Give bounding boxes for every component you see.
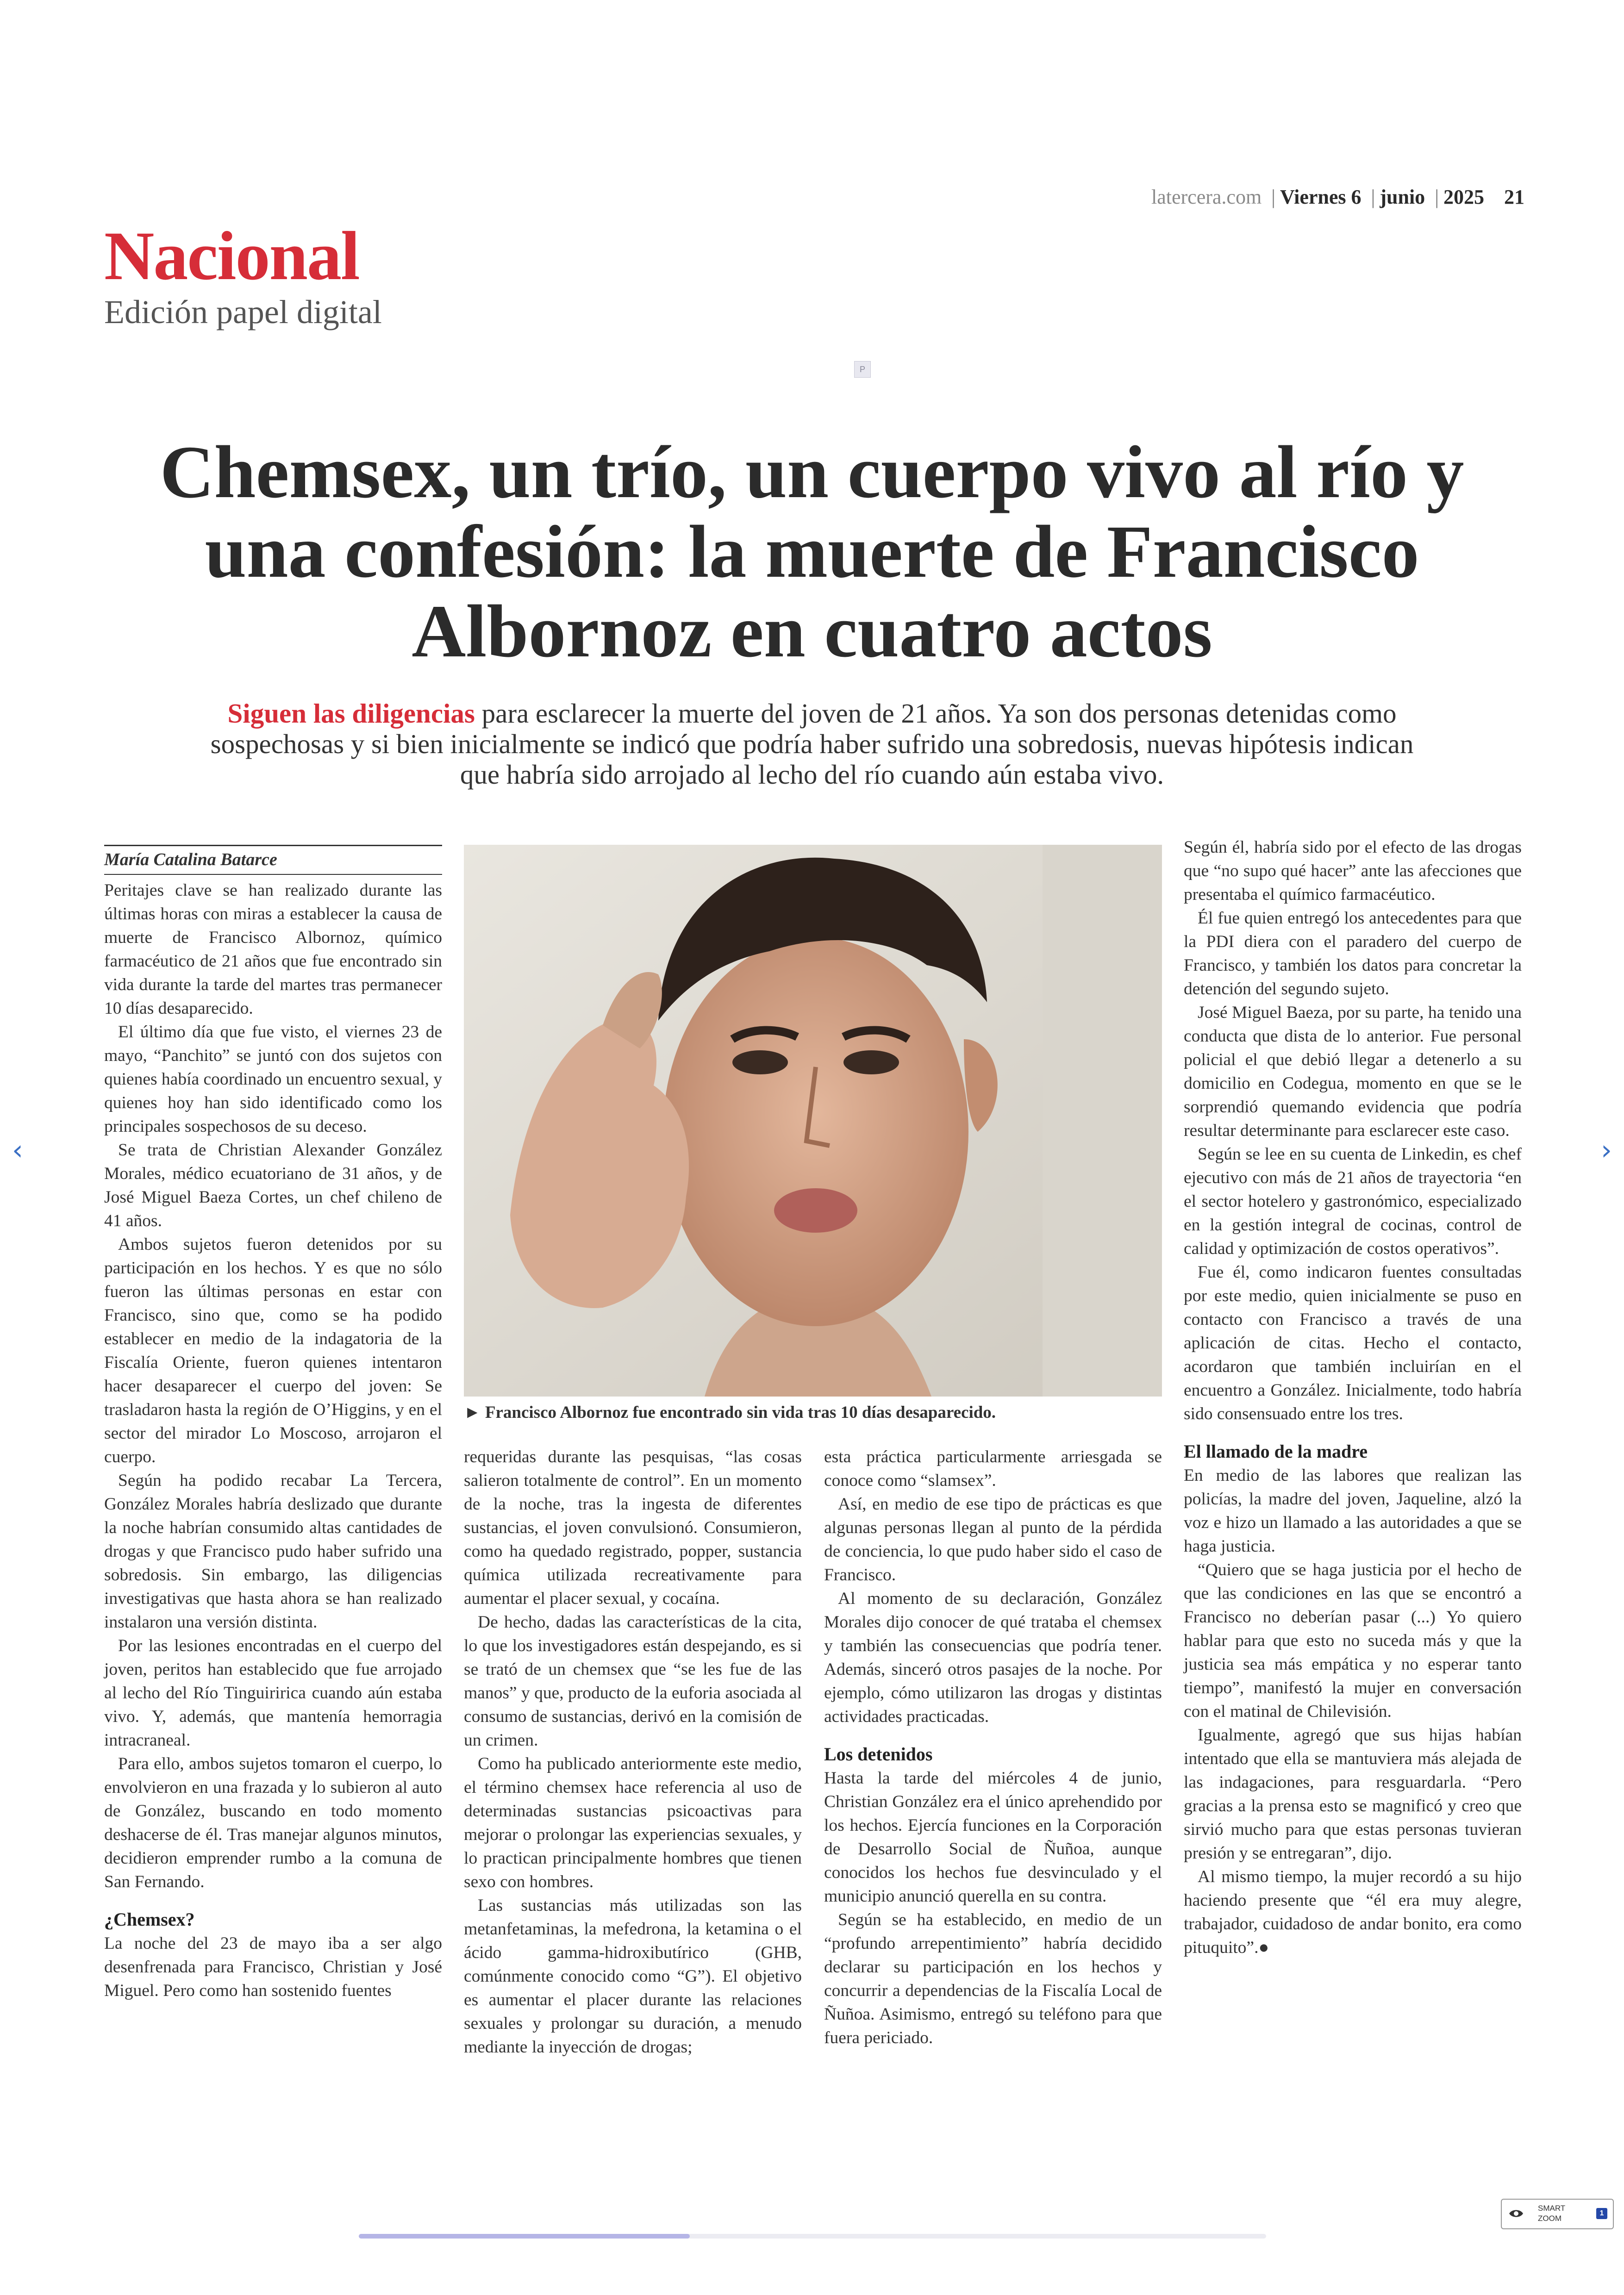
paragraph: Él fue quien entregó los antecedentes para que la PDI diera con el paradero del cuerpo de Francisco, y también los datos para concretar la detención del segundo sujeto. (1184, 909, 1522, 998)
deck (204, 698, 1420, 790)
section-title: Nacional (104, 218, 359, 294)
paragraph: Según ha podido recabar La Tercera, González Morales habría deslizado que durante la noche habrían consumido altas cantidades de drogas y que Francisco pudo haber sufrido una sobredosis. Sin embargo, las diligencias investigativas que hasta ahora se han realizado instalaron una versión distinta. (104, 1471, 442, 1632)
article-column-2 (464, 1445, 802, 2059)
portrait-illustration (464, 845, 1162, 1397)
subheading-llamado-madre: El llamado de la madre (1184, 1441, 1368, 1462)
paragraph: Fue él, como indicaron fuentes consultadas por este medio, quien inicialmente se puso en contacto con Francisco a través de una aplicación de citas. Hecho el contacto, acordaron que también incluirían en el encuentro a González. Inicialmente, todo habría sido consensuado entre los tres. (1184, 1263, 1522, 1423)
paragraph: El último día que fue visto, el viernes 23 de mayo, “Panchito” se juntó con dos sujetos con quienes había coordinado un encuentro sexual, y quienes hoy han sido identificado como los principales sospechosos de su deceso. (104, 1023, 442, 1136)
paragraph: José Miguel Baeza, por su parte, ha tenido una conducta que dista de lo anterior. Fue personal policial el que debió llegar a detenerlo a su domicilio en Codegua, momento en que se le sorprendió quemando evidencia que podría resultar determinante para esclarecer este caso. (1184, 1003, 1522, 1140)
photo-caption (464, 1403, 996, 1422)
header-meta: latercera.com | Viernes 6 | junio | 2025 21 (1151, 186, 1524, 208)
edition-label: Edición papel digital (104, 293, 382, 331)
byline-rule (104, 845, 442, 846)
paragraph: esta práctica particularmente arriesgada se conoce como “slamsex”. (824, 1447, 1162, 1490)
paragraph: Igualmente, agregó que sus hijas habían intentado que ella se mantuviera más alejada de las indagaciones, para resguardarla. “Pero gracias a la prensa esto se magnificó y creo que sirvió mucho para que estas personas tuvieran presión y se entregaran”, dijo. (1184, 1726, 1522, 1863)
page-number: 21 (1504, 186, 1524, 208)
paragraph: De hecho, dadas las características de la cita, lo que los investigadores están despejando, es si se trató de un chemsex que “se les fue de las manos” y que, producto de la euforia asociada al consumo de sustancias, derivó en la comisión de un crimen. (464, 1613, 802, 1750)
chevron-left-icon: ‹ (12, 1134, 23, 1166)
caption-text: Francisco Albornoz fue encontrado sin vida tras 10 días desaparecido. (485, 1403, 996, 1422)
paragraph: Las sustancias más utilizadas son las metanfetaminas, la mefedrona, la ketamina o el ácido gamma-hidroxibutírico (GHB, comúnmente conocido como “G”). El objetivo es aumentar el placer durante las relaciones sexuales y prolongar su duración, a menudo mediante la inyección de drogas; (464, 1896, 802, 2057)
chevron-right-icon: › (1601, 1134, 1612, 1166)
paragraph: Así, en medio de ese tipo de prácticas es que algunas personas llegan al punto de la pérdida de conciencia, lo que pudo haber sido el caso de Francisco. (824, 1495, 1162, 1584)
deck-text: para esclarecer la muerte del joven de 21 años. Ya son dos personas detenidas como sospechosas y si bien inicialmente se indicó que podría haber sufrido una sobredosis, nuevas hipótesis indican que habría sido arrojado al lecho del río cuando aún estaba vivo. (210, 698, 1414, 790)
paragraph: Hasta la tarde del miércoles 4 de junio, Christian González era el único aprehendido por los hechos. Ejercía funciones en la Corporación de Desarrollo Social de Ñuñoa, aunque conocidos los hechos fue desvinculado y el municipio anunció querella en su contra. (824, 1769, 1162, 1906)
byline: María Catalina Batarce (104, 850, 277, 869)
byline-rule (104, 874, 442, 875)
smart-zoom-button[interactable] (1501, 2199, 1614, 2229)
scrollbar-thumb[interactable] (359, 2234, 690, 2239)
paragraph: Según se lee en su cuenta de Linkedin, es chef ejecutivo con más de 21 años de trayectoria “en el sector hotelero y gastronómico, especializado en la gestión integral de cocinas, control de calidad y optimización de costos operativos”. (1184, 1145, 1522, 1258)
caption-arrow-icon: ► (464, 1403, 485, 1422)
article-column-3 (824, 1445, 1162, 2050)
day-number: 6 (1351, 186, 1362, 208)
paragraph: Se trata de Christian Alexander González Morales, médico ecuatoriano de 31 años, y de José Miguel Baeza Cortes, un chef chileno de 41 años. (104, 1141, 442, 1230)
paragraph-text: Al mismo tiempo, la mujer recordó a su hijo haciendo presente que “él era muy alegre, trabajador, cuidadoso de andar bonito, era como pituquito”. (1184, 1867, 1522, 1957)
paragraph: Al momento de su declaración, González Morales dijo conocer de qué trataba el chemsex y también las consecuencias que podría tener. Además, sinceró otros pasajes de la noche. Por ejemplo, cómo utilizaron las drogas y distintas actividades practicadas. (824, 1589, 1162, 1726)
previous-page-button[interactable] (8, 1136, 27, 1164)
paragraph: Para ello, ambos sujetos tomaron el cuerpo, lo envolvieron en una frazada y lo subieron al auto de González, buscando en todo momento deshacerse de él. Tras manejar algunos minutos, decidieron emprender rumbo a la comuna de San Fernando. (104, 1754, 442, 1891)
eye-icon (1508, 2206, 1524, 2221)
next-page-button[interactable] (1597, 1136, 1616, 1164)
site-name: latercera.com (1151, 186, 1262, 208)
subheading-detenidos: Los detenidos (824, 1744, 933, 1765)
subheading-chemsex: ¿Chemsex? (104, 1909, 195, 1930)
paragraph: Según él, habría sido por el efecto de las drogas que “no supo qué hacer” ante las afecciones que presentaba el químico farmacéutico. (1184, 838, 1522, 904)
paragraph: En medio de las labores que realizan las policías, la madre del joven, Jaqueline, alzó la voz e hizo un llamado a las autoridades a que se haga justicia. (1184, 1466, 1522, 1556)
deck-lead: Siguen las diligencias (227, 698, 475, 729)
paragraph: Según se ha establecido, en medio de un “profundo arrepentimiento” habría decidido declarar su participación en los hechos y concurrir a dependencias de la Fiscalía Local de Ñuñoa. Asimismo, entregó su teléfono para que fuera periciado. (824, 1910, 1162, 2047)
page-marker[interactable]: P (854, 361, 871, 378)
paragraph: Como ha publicado anteriormente este medio, el término chemsex hace referencia al uso de determinadas sustancias psicoactivas para mejorar o prolongar las experiencias sexuales, y lo practican principalmente hombres que tienen sexo con hombres. (464, 1754, 802, 1891)
month: junio (1380, 186, 1425, 208)
paragraph: Ambos sujetos fueron detenidos por su participación en los hechos. Y es que no sólo fueron las últimas personas en estar con Francisco, sino que, como se ha podido establecer en medio de la indagatoria de la Fiscalía Oriente, fueron quienes intentaron hacer desaparecer el cuerpo del joven: Se trasladaron hasta la región de O’Higgins, y en el sector del mirador Lo Moscoso, arrojaron el cuerpo. (104, 1235, 442, 1466)
headline: Chemsex, un trío, un cuerpo vivo al río y una confesión: la muerte de Francisco Albornoz en cuatro actos (160, 431, 1464, 673)
smart-zoom-badge: 1 (1596, 2208, 1607, 2219)
paragraph: Por las lesiones encontradas en el cuerpo del joven, peritos han establecido que fue arrojado al lecho del Río Tinguiririca cuando aún estaba vivo. Y, además, que mantenía hemorragia intracraneal. (104, 1636, 442, 1750)
year: 2025 (1443, 186, 1484, 208)
paragraph (1184, 1865, 1522, 1959)
day-name: Viernes (1280, 186, 1346, 208)
end-mark-icon: ● (1258, 1938, 1269, 1957)
article-photo (464, 845, 1162, 1397)
smart-zoom-label: SMART ZOOM (1538, 2204, 1566, 2223)
paragraph: requeridas durante las pesquisas, “las cosas salieron totalmente de control”. En un momento de la noche, tras la ingesta de diferentes sustancias, el joven convulsionó. Consumieron, como ha quedado registrado, popper, sustancia química utilizada recreativamente para aumentar el placer sexual, y cocaína. (464, 1447, 802, 1608)
article-column-4 (1184, 836, 1522, 1959)
paragraph: Peritajes clave se han realizado durante las últimas horas con miras a establecer la causa de muerte de Francisco Albornoz, químico farmacéutico de 21 años que fue encontrado sin vida durante la tarde del martes tras permanecer 10 días desaparecido. (104, 881, 442, 1018)
paragraph: “Quiero que se haga justicia por el hecho de que las condiciones en las que se encontró a Francisco no deberían pasar (...) Yo quiero hablar para que esto no suceda más y que la justicia sea más empática y no esperar tanto tiempo”, manifestó la mujer en conversación con el matinal de Chilevisión. (1184, 1560, 1522, 1721)
paragraph: La noche del 23 de mayo iba a ser algo desenfrenada para Francisco, Christian y José Miguel. Pero como han sostenido fuentes (104, 1934, 442, 2000)
article-column-1 (104, 879, 442, 2002)
